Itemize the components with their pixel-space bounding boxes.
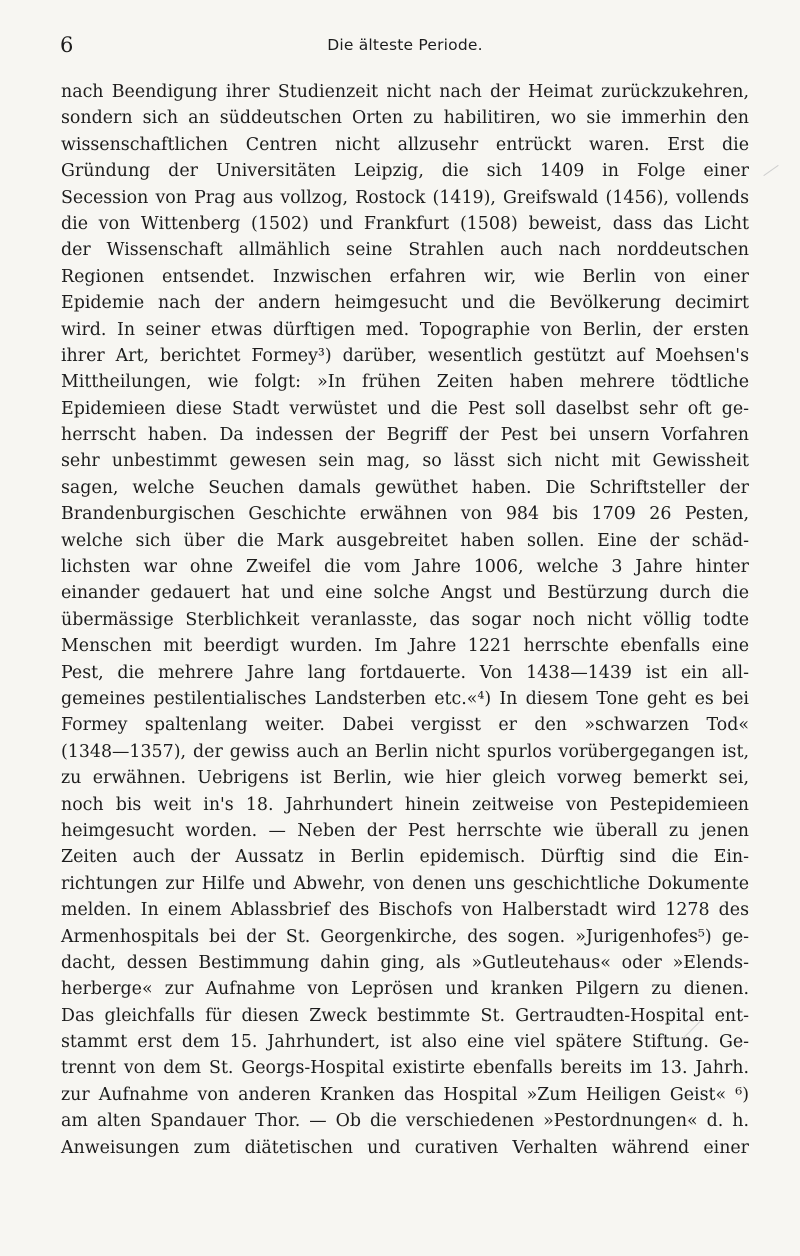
text-line: ihrer Art, berichtet Formey³) darüber, wesentlich gestützt auf Moehsen's bbox=[61, 345, 749, 366]
text-line: Gründung der Universitäten Leipzig, die sich 1409 in Folge einer bbox=[61, 161, 749, 182]
text-line: übermässige Sterblichkeit veranlasste, das sogar noch nicht völlig todte bbox=[61, 609, 749, 630]
text-line: trennt von dem St. Georgs-Hospital existirte ebenfalls bereits im 13. Jahrh. bbox=[61, 1058, 749, 1079]
scan-mark bbox=[763, 165, 778, 176]
text-line: zu erwähnen. Uebrigens ist Berlin, wie hier gleich vorweg bemerkt sei, bbox=[61, 768, 749, 789]
text-line: lichsten war ohne Zweifel die vom Jahre 1006, welche 3 Jahre hinter bbox=[61, 557, 749, 578]
text-line: Anweisungen zum diätetischen und curativen Verhalten während einer bbox=[61, 1137, 749, 1158]
text-line: am alten Spandauer Thor. — Ob die verschiedenen »Pestordnungen« d. h. bbox=[61, 1111, 749, 1132]
text-line: Mittheilungen, wie folgt: »In frühen Zeiten haben mehrere tödtliche bbox=[61, 372, 749, 393]
text-line: stammt erst dem 15. Jahrhundert, ist also eine viel spätere Stiftung. Ge- bbox=[61, 1032, 749, 1053]
text-line: welche sich über die Mark ausgebreitet haben sollen. Eine der schäd- bbox=[61, 530, 749, 551]
text-line: heimgesucht worden. — Neben der Pest herrschte wie überall zu jenen bbox=[61, 820, 749, 841]
text-line: Armenhospitals bei der St. Georgenkirche, des sogen. »Jurigenhofes⁵) ge- bbox=[61, 926, 749, 947]
text-line: der Wissenschaft allmählich seine Strahlen auch nach norddeutschen bbox=[61, 240, 749, 261]
text-line: Menschen mit beerdigt wurden. Im Jahre 1221 herrschte ebenfalls eine bbox=[61, 636, 749, 657]
text-line: dacht, dessen Bestimmung dahin ging, als »Gutleutehaus« oder »Elends- bbox=[61, 952, 749, 973]
text-line: Secession von Prag aus vollzog, Rostock (1419), Greifswald (1456), vollends bbox=[61, 187, 749, 208]
text-line: zur Aufnahme von anderen Kranken das Hospital »Zum Heiligen Geist« ⁶) bbox=[61, 1084, 749, 1105]
text-line: melden. In einem Ablassbrief des Bischofs von Halberstadt wird 1278 des bbox=[61, 900, 749, 921]
text-line: herberge« zur Aufnahme von Leprösen und kranken Pilgern zu dienen. bbox=[61, 979, 749, 1000]
text-line: Epidemie nach der andern heimgesucht und die Bevölkerung decimirt bbox=[61, 293, 749, 314]
text-line: Formey spaltenlang weiter. Dabei vergisst er den »schwarzen Tod« bbox=[61, 715, 749, 736]
text-line: Epidemieen diese Stadt verwüstet und die Pest soll daselbst sehr oft ge- bbox=[61, 398, 749, 419]
text-line: sagen, welche Seuchen damals gewüthet haben. Die Schriftsteller der bbox=[61, 477, 749, 498]
text-line: sondern sich an süddeutschen Orten zu habilitiren, wo sie immerhin den bbox=[61, 108, 749, 129]
text-line: Pest, die mehrere Jahre lang fortdauerte. Von 1438—1439 ist ein all- bbox=[61, 662, 749, 683]
text-line: (1348—1357), der gewiss auch an Berlin nicht spurlos vorübergegangen ist, bbox=[61, 741, 749, 762]
page-header bbox=[60, 33, 750, 57]
text-line: Brandenburgischen Geschichte erwähnen von 984 bis 1709 26 Pesten, bbox=[61, 504, 749, 525]
page-number: 6 bbox=[60, 33, 74, 57]
text-line: einander gedauert hat und eine solche Angst und Bestürzung durch die bbox=[61, 583, 749, 604]
text-line: wissenschaftlichen Centren nicht allzusehr entrückt waren. Erst die bbox=[61, 134, 749, 155]
body-text bbox=[61, 79, 749, 1161]
text-line: herrscht haben. Da indessen der Begriff der Pest bei unsern Vorfahren bbox=[61, 425, 749, 446]
text-line: sehr unbestimmt gewesen sein mag, so lässt sich nicht mit Gewissheit bbox=[61, 451, 749, 472]
text-line: Regionen entsendet. Inzwischen erfahren wir, wie Berlin von einer bbox=[61, 266, 749, 287]
text-line: Das gleichfalls für diesen Zweck bestimmte St. Gertraudten-Hospital ent- bbox=[61, 1005, 749, 1026]
text-line: gemeines pestilentialisches Landsterben etc.«⁴) In diesem Tone geht es bei bbox=[61, 688, 749, 709]
text-line: Zeiten auch der Aussatz in Berlin epidemisch. Dürftig sind die Ein- bbox=[61, 847, 749, 868]
text-line: richtungen zur Hilfe und Abwehr, von denen uns geschichtliche Dokumente bbox=[61, 873, 749, 894]
running-title: Die älteste Periode. bbox=[327, 36, 483, 54]
text-line: noch bis weit in's 18. Jahrhundert hinein zeitweise von Pestepidemieen bbox=[61, 794, 749, 815]
text-line: nach Beendigung ihrer Studienzeit nicht nach der Heimat zurückzukehren, bbox=[61, 82, 749, 102]
text-line: wird. In seiner etwas dürftigen med. Topographie von Berlin, der ersten bbox=[61, 319, 749, 340]
text-line: die von Wittenberg (1502) und Frankfurt (1508) beweist, dass das Licht bbox=[61, 213, 749, 234]
